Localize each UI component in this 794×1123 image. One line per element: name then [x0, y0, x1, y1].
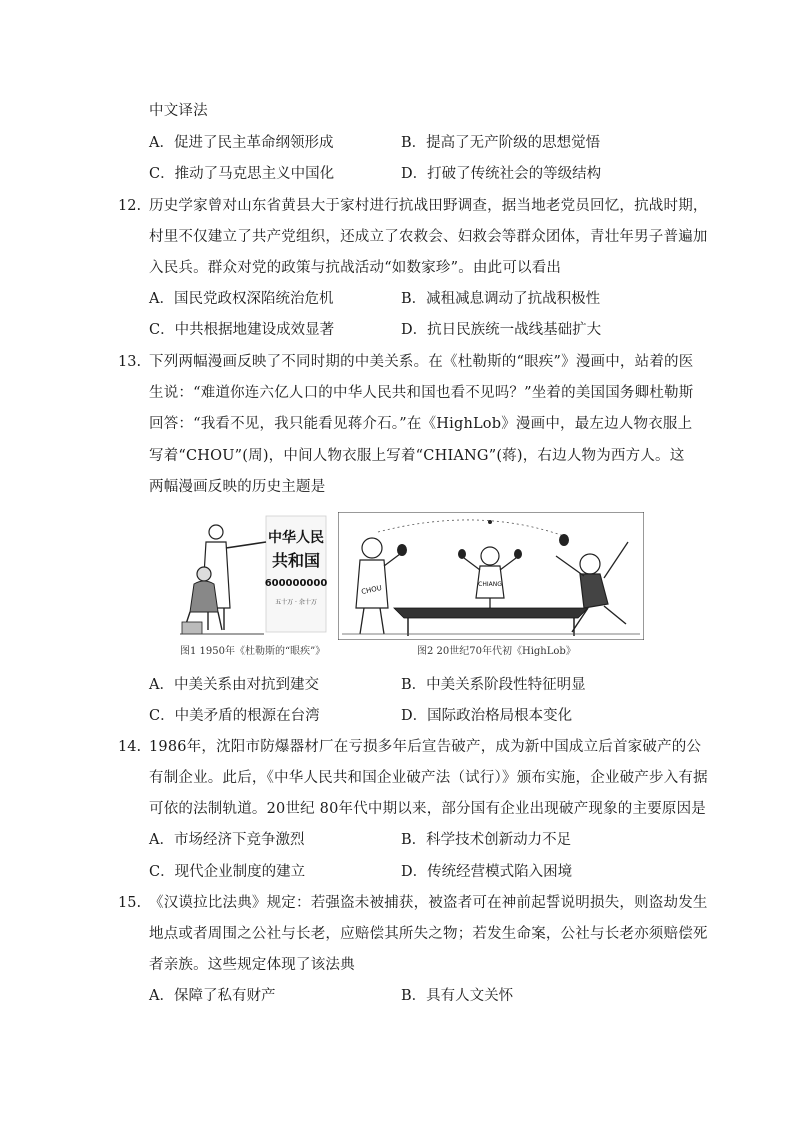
figure-2-caption: 图2 20世纪70年代初《HighLob》 — [417, 646, 576, 657]
q13-stem-line-5: 两幅漫画反映的历史主题是 — [149, 479, 326, 495]
q13-option-a: A．中美关系由对抗到建交 — [149, 677, 319, 693]
q14-stem-line-3: 可依的法制轨道。20世纪 80年代中期以来，部分国有企业出现破产现象的主要原因是 — [149, 801, 707, 817]
q14-option-c: C．现代企业制度的建立 — [149, 864, 306, 880]
q13-number: 13. — [118, 354, 142, 370]
q11-option-c: C．推动了马克思主义中国化 — [149, 166, 335, 182]
q15-stem-line-2: 地点或者周围之公社与长老，应赔偿其所失之物；若发生命案，公社与长老亦须赔偿死 — [149, 926, 708, 942]
q12-option-b: B．减租减息调动了抗战积极性 — [401, 291, 601, 307]
q12-option-d: D．抗日民族统一战线基础扩大 — [401, 322, 602, 338]
q11-stem-continuation: 中文译法 — [149, 103, 208, 119]
q11-option-a: A．促进了民主革命纲领形成 — [149, 135, 334, 151]
q15-stem-line-3: 者亲族。这些规定体现了该法典 — [149, 957, 355, 973]
q13-option-d: D．国际政治格局根本变化 — [401, 708, 573, 724]
q14-stem-line-2: 有制企业。此后，《中华人民共和国企业破产法（试行）》颁布实施，企业破产步入有据 — [149, 770, 708, 786]
q15-stem-line-1: 《汉谟拉比法典》规定：若强盗未被捕获，被盗者可在神前起誓说明损失，则盗劫发生 — [149, 895, 708, 911]
q15-option-a: A．保障了私有财产 — [149, 988, 276, 1004]
q11-option-b: B．提高了无产阶级的思想觉悟 — [401, 135, 601, 151]
q14-stem-line-1: 1986年，沈阳市防爆器材厂在亏损多年后宣告破产，成为新中国成立后首家破产的公 — [149, 739, 702, 755]
q13-stem-line-3: 回答：“我看不见，我只能看见蒋介石。”在《HighLob》漫画中，最左边人物衣服上 — [149, 416, 693, 432]
sign-small-text: 五十万 · 余十万 — [275, 599, 317, 606]
q13-option-b: B．中美关系阶段性特征明显 — [401, 677, 586, 693]
cartoon-figures — [0, 508, 794, 658]
sign-text-line-2: 共和国 — [271, 551, 321, 570]
q13-stem-line-4: 写着“CHOU”(周)，中间人物衣服上写着“CHIANG”(蒋)，右边人物为西方人。这 — [149, 448, 685, 464]
label-chou: CHOU — [360, 583, 383, 597]
q12-option-c: C．中共根据地建设成效显著 — [149, 322, 335, 338]
q15-option-b: B．具有人文关怀 — [401, 988, 514, 1004]
q12-option-a: A．国民党政权深陷统治危机 — [149, 291, 334, 307]
q13-stem-line-2: 生说：“难道你连六亿人口的中华人民共和国也看不见吗？”坐着的美国国务卿杜勒斯 — [149, 385, 694, 401]
q12-stem-line-3: 入民兵。群众对党的政策与抗战活动“如数家珍”。由此可以看出 — [149, 260, 562, 276]
figure-1-caption: 图1 1950年《杜勒斯的“眼疾”》 — [180, 646, 326, 657]
q11-option-d: D．打破了传统社会的等级结构 — [401, 166, 602, 182]
q15-number: 15. — [118, 895, 142, 911]
cartoon-high-lob — [338, 512, 644, 640]
sign-number: 600000000 — [264, 578, 328, 589]
q14-number: 14. — [118, 739, 142, 755]
q14-option-a: A．市场经济下竞争激烈 — [149, 832, 305, 848]
q13-option-c: C．中美矛盾的根源在台湾 — [149, 708, 320, 724]
q13-stem-line-1: 下列两幅漫画反映了不同时期的中美关系。在《杜勒斯的“眼疾”》漫画中，站着的医 — [149, 354, 694, 370]
q14-option-d: D．传统经营模式陷入困境 — [401, 864, 573, 880]
q12-number: 12. — [118, 198, 142, 214]
label-chiang: CHIANG — [478, 581, 502, 588]
sign-text-line-1: 中华人民 — [268, 530, 324, 546]
cartoon-dulles-eye-disease — [178, 512, 328, 640]
q14-option-b: B．科学技术创新动力不足 — [401, 832, 572, 848]
q12-stem-line-2: 村里不仅建立了共产党组织，还成立了农救会、妇救会等群众团体，青壮年男子普遍加 — [149, 229, 708, 245]
q12-stem-line-1: 历史学家曾对山东省黄县大于家村进行抗战田野调查，据当地老党员回忆，抗战时期， — [149, 198, 708, 214]
